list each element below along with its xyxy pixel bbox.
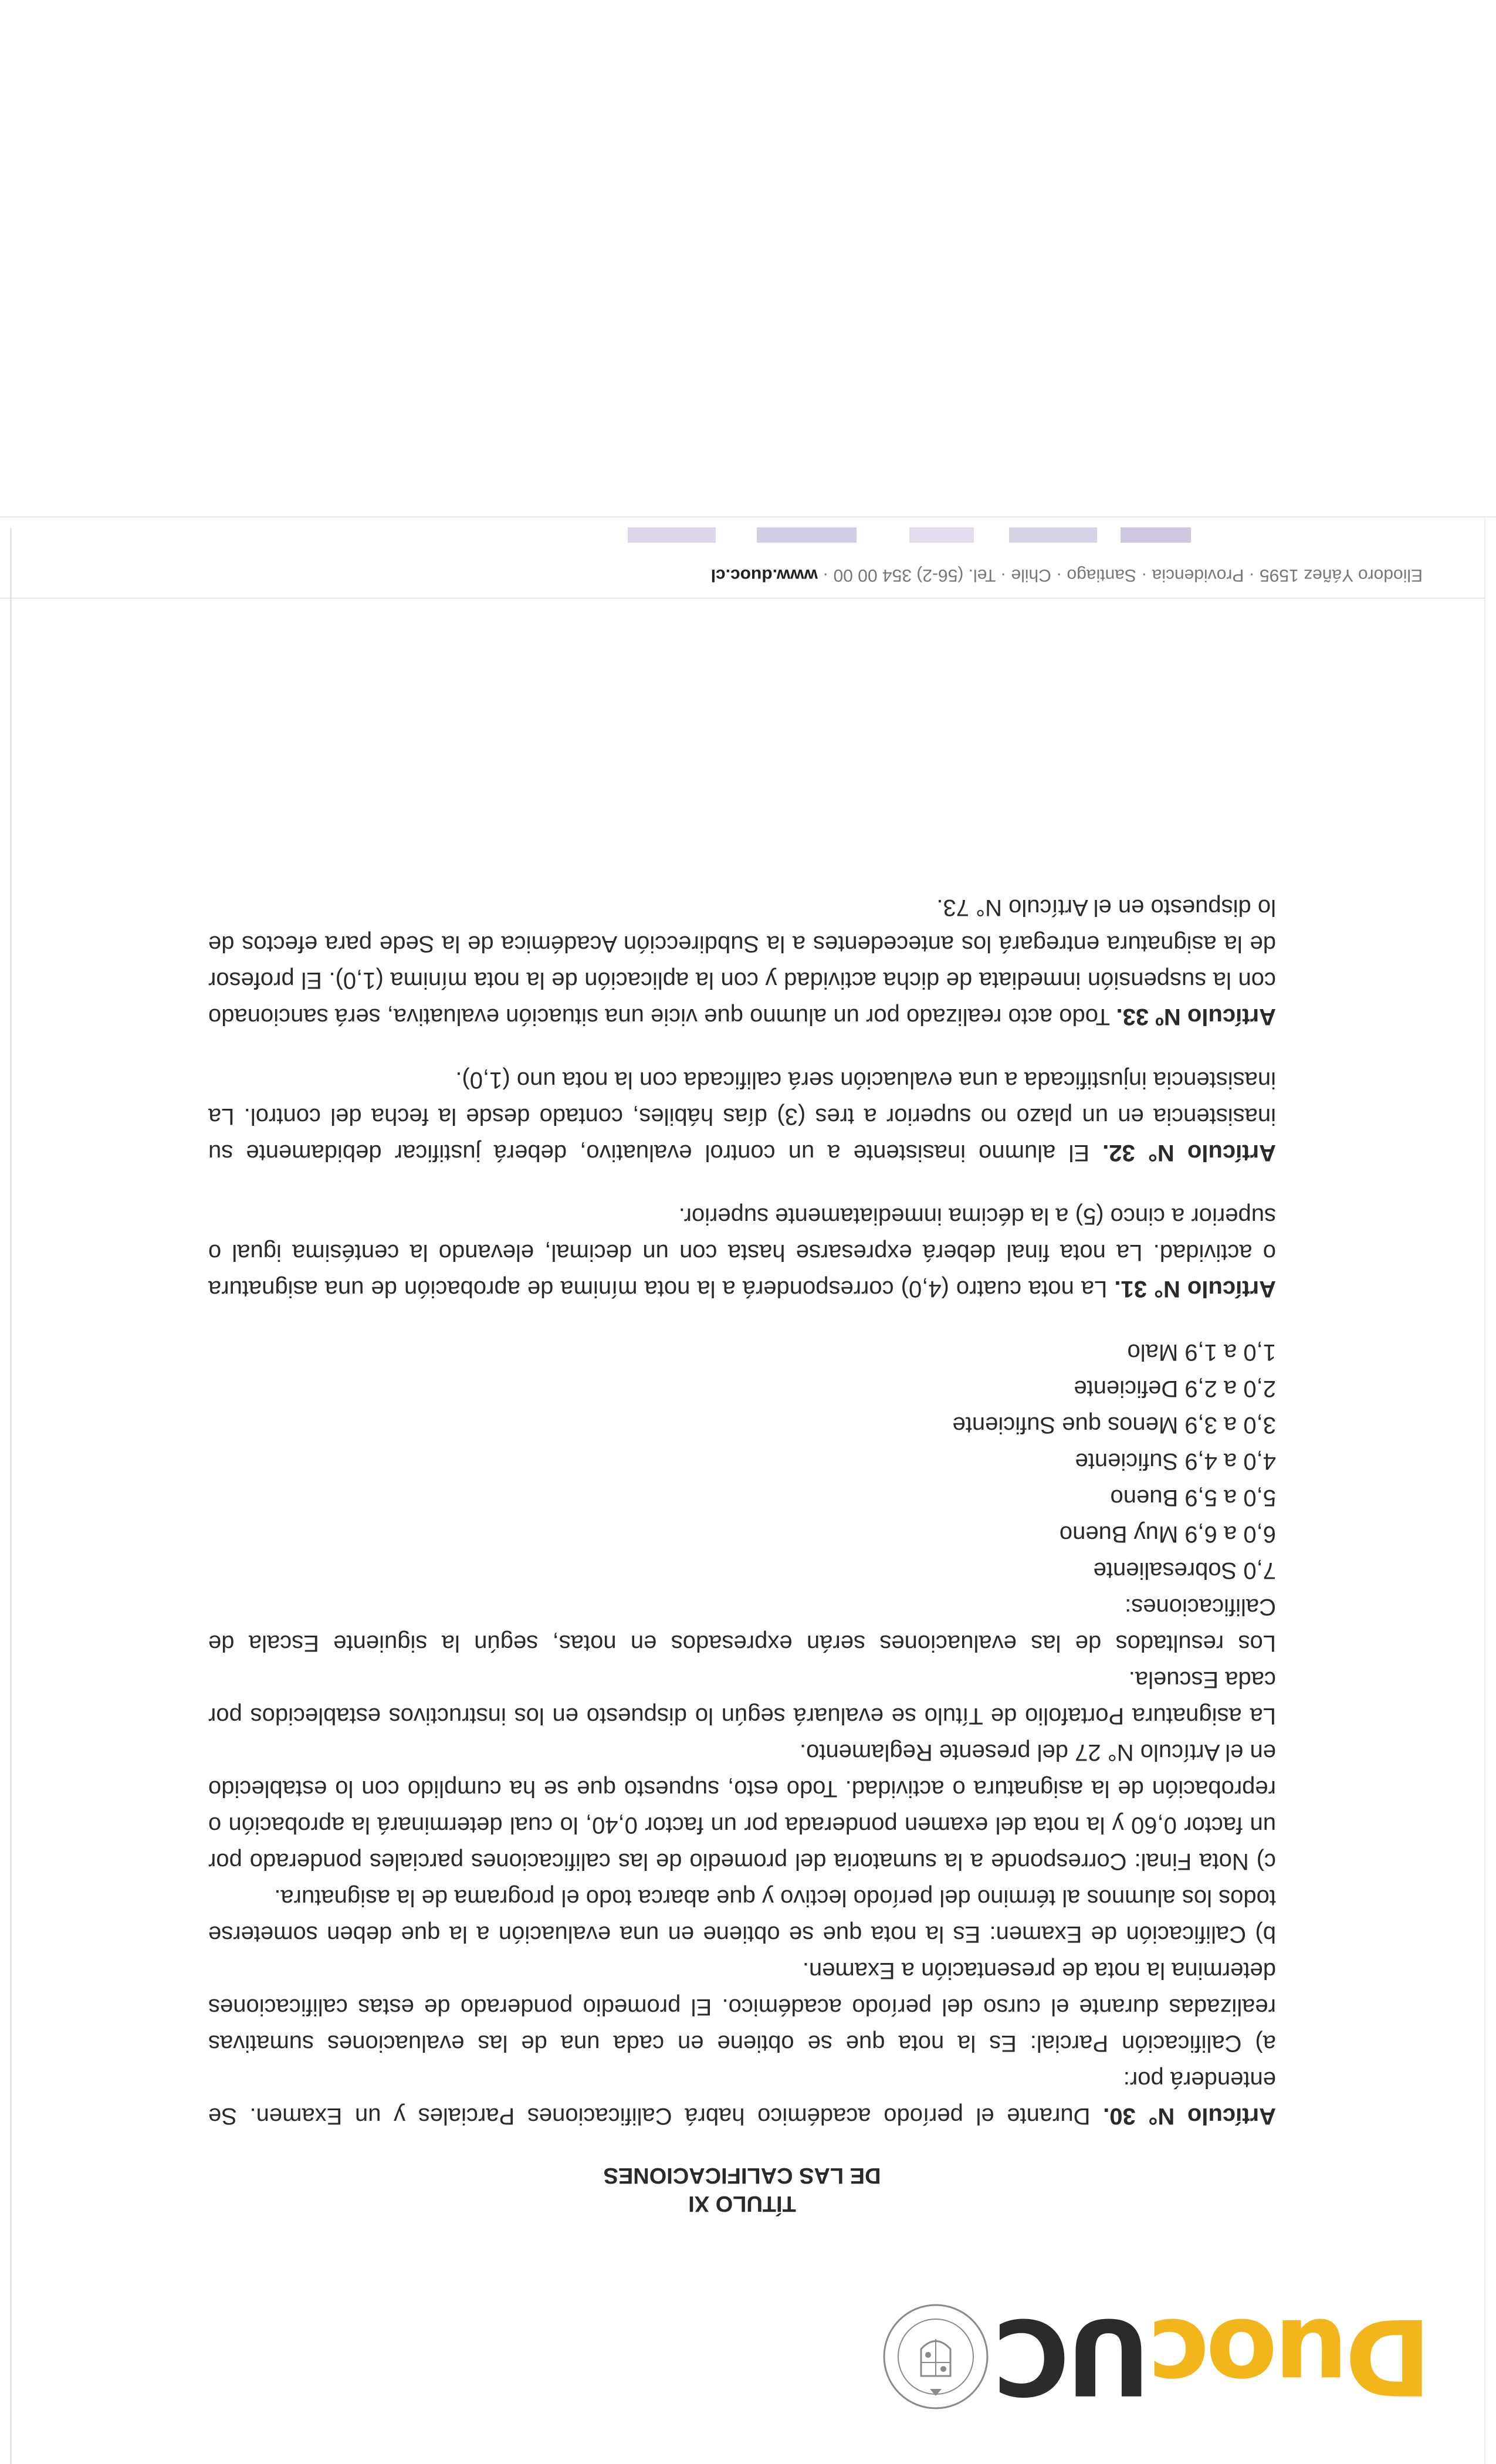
sheet-left-edge [1484,516,1485,2464]
grading-scale-item: 7,0 Sobresaliente [1093,1558,1276,1583]
page-footer [73,563,1423,587]
logo-uc-text: UC [996,2296,1151,2417]
article-32-label: Artículo N° 32. [1102,1140,1276,1166]
title-line-2: DE LAS CALIFICACIONES [603,2163,881,2188]
duoc-uc-logo [996,2296,1431,2417]
article-30-item-c: c) Nota Final: Corresponde a la sumatoria del promedio de las calificaciones parciales ponderado por un factor 0,60 y la nota del examen ponderada por un factor 0,40, lo cual determinará la aprobación o reprobación de la asignatura o actividad. Todo esto, supuesto que se ha cumplido con lo establecido en el Artículo N° 27 del presente Reglamento. [208,1739,1276,1874]
document-body [208,889,1276,2218]
article-31-text: La nota cuatro (4,0) corresponderá a la nota mínima de aprobación de una asignatura o actividad. La nota final deberá expresarse hasta con un decimal, elevando la centésima igual o superior a cinco (5) a la décima inmediatamente superior. [208,1203,1276,1302]
article-30-label: Artículo N° 30. [1103,2103,1276,2129]
grading-scale-item: 4,0 a 4,9 Suficiente [1075,1448,1276,1474]
title-line-1: TÍTULO XI [688,2191,796,2216]
article-32 [208,1062,1276,1171]
article-30-portafolio: La asignatura Portafolio de Título se evaluará según lo dispuesto en los instructivos establecidos por cada Escuela. [208,1667,1276,1729]
document-sheet [0,516,1496,2464]
article-30-scale-intro: Los resultados de las evaluaciones serán expresados en notas, según la siguiente Escala de Calificaciones: [208,1594,1276,1656]
article-30-item-b: b) Calificación de Examen: Es la nota que se obtiene en una evaluación a la que deben someterse todos los alumnos al término del período lectivo y que abarca todo el programa de la asignatura. [208,1885,1276,1947]
article-33-label: Artículo Nº 33. [1116,1004,1276,1030]
grading-scale-item: 2,0 a 2,9 Deficiente [1074,1376,1276,1402]
article-30-item-a: a) Calificación Parcial: Es la nota que se obtiene en cada una de las evaluaciones sumativas realizadas durante el curso del período académico. El promedio ponderado de estas calificaciones determina la nota de presentación a Examen. [208,1958,1276,2056]
university-seal-icon [880,2301,991,2412]
article-33 [208,889,1276,1035]
article-33-text: Todo acto realizado por un alumno que vicie una situación evaluativa, será sancionado con la suspensión inmediata de dicha actividad y con la aplicación de la nota mínima (1,0). El profesor de la asignatura entregará los antecedentes a la Subdirección Académica de la Sede para efectos de lo dispuesto en el Artículo N° 73. [208,895,1276,1030]
article-31 [208,1198,1276,1307]
article-31-label: Artículo N° 31. [1114,1276,1276,1302]
sheet-right-edge [10,528,12,2464]
section-title [208,2161,1276,2218]
grading-scale-item: 1,0 a 1,9 Malo [1127,1339,1276,1365]
footer-address: Eliodoro Yáñez 1595 · Providencia · Santiago · Chile · Tel. (56-2) 354 00 00 · [817,566,1423,585]
blank-area [0,0,1496,516]
grading-scale-item: 3,0 a 3,9 Menos que Suficiente [952,1412,1276,1438]
footer-color-bar [628,527,1191,543]
footer-website-link[interactable]: www.duoc.cl [710,566,818,585]
article-32-text: El alumno inasistente a un control evaluativo, deberá justificar debidamente su inasistencia en un plazo no superior a tres (3) días hábiles, contado desde la fecha del control. La inasistencia injustificada a una evaluación será calificada con la nota uno (1,0). [208,1067,1276,1166]
article-30 [208,2062,1276,2134]
grading-scale-item: 6,0 a 6,9 Muy Bueno [1059,1521,1276,1547]
grading-scale-item: 5,0 a 5,9 Bueno [1110,1485,1276,1511]
grading-scale-list [208,1334,1276,1589]
logo-duoc-text: Duoc [1150,2296,1431,2417]
article-30-text: Durante el período académico habrá Calificaciones Parciales y un Examen. Se entenderá por: [208,2067,1276,2129]
